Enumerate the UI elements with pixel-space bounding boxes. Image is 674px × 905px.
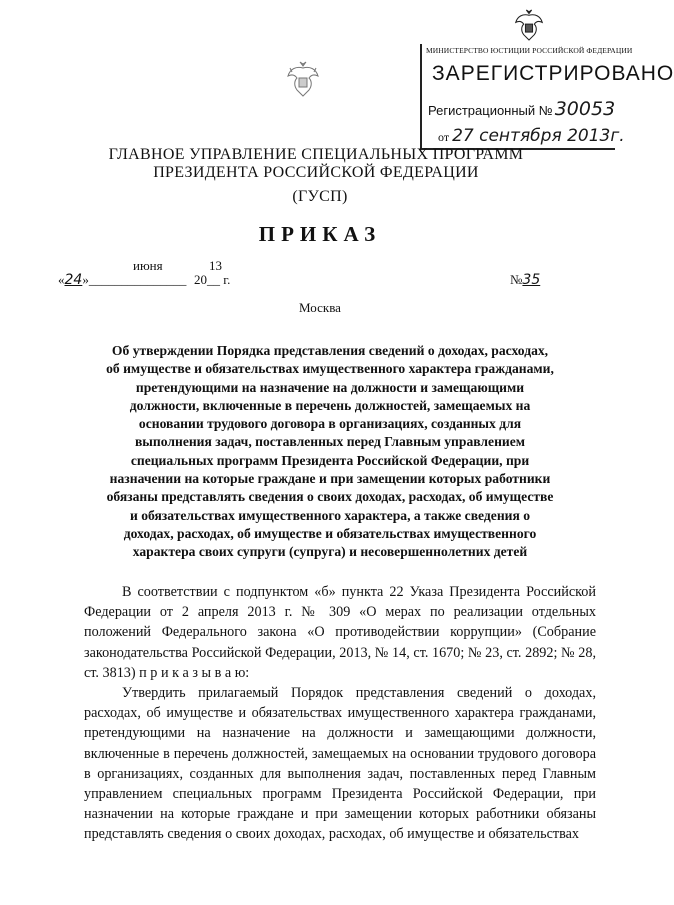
subject-line: должности, включенные в перечень должностей, замещаемых на: [129, 397, 531, 413]
subject-line: обязаны представлять сведения о своих доходах, расходах, об имуществе: [106, 489, 554, 505]
org-name-line2: ПРЕЗИДЕНТА РОССИЙСКОЙ ФЕДЕРАЦИИ: [153, 164, 479, 181]
coat-of-arms-icon: [286, 60, 320, 98]
subject-line: основании трудового договора в организациях, созданных для: [138, 416, 522, 432]
body-paragraph-2: Утвердить прилагаемый Порядок представления сведений о доходах, расходах, об имуществе и обязательствах имущественного характера гражданами, претендующими на назначение на должности и замещающими должности, включенные в перечень должностей, замещаемых на основании трудового договора в организациях, созданных для выполнения задач, поставленных перед Главным управлением специальных программ Президента Российской Федерации, при назначении на которые граждане и при замещении которых работники обязаны представлять сведения о своих доходах, расходах, об имуществе и обязательствах: [84, 685, 596, 843]
order-number-value: 35: [522, 272, 541, 288]
stamp-reg-number-line: [428, 98, 615, 120]
stamp-reg-date: 27 сентября 2013г.: [452, 126, 625, 146]
stamp-reg-number: 30053: [554, 98, 616, 120]
day-quote-open: «: [58, 272, 65, 287]
subject-line: назначении на которые граждане и при замещении которых работники: [109, 471, 551, 487]
stamp-date-line: [438, 126, 625, 146]
day-handwritten: 24: [64, 272, 83, 288]
body-paragraph-1: В соответствии с подпунктом «б» пункта 22 Указа Президента Российской Федерации от 2 апреля 2013 г. № 309 «О мерах по реализации отдельных положений Федерального закона «О противодействии коррупции» (Собрание законодательства Российской Федерации, 2013, № 14, ст. 1670; № 23, ст. 2892; № 28, ст. 3813) п р и к а з ы в а ю:: [84, 584, 596, 681]
order-body: [84, 582, 596, 845]
subject-line: характера своих супруги (супруга) и несовершеннолетних детей: [132, 544, 528, 560]
order-date-year-handwritten: 13: [209, 258, 222, 273]
document-title: ПРИКАЗ: [258, 222, 382, 246]
order-number: [510, 272, 540, 288]
subject-line: претендующими на назначение на должности и замещающими: [135, 379, 525, 395]
stamp-reg-label: Регистрационный №: [428, 103, 553, 118]
stamp-registered: ЗАРЕГИСТРИРОВАНО: [432, 62, 674, 85]
order-date-day: [58, 272, 186, 288]
order-subject: [70, 342, 590, 562]
day-blank: »_______________: [82, 272, 187, 287]
order-date-year: 20__ г.: [194, 272, 231, 287]
org-abbreviation: (ГУСП): [292, 188, 348, 205]
org-name-line1: ГЛАВНОЕ УПРАВЛЕНИЕ СПЕЦИАЛЬНЫХ ПРОГРАММ: [108, 146, 524, 163]
subject-line: выполнения задач, поставленных перед Главным управлением: [134, 434, 526, 450]
subject-line: специальных программ Президента Российской Федерации, при: [130, 452, 530, 468]
order-number-label: №: [510, 272, 523, 287]
subject-line: об имуществе и обязательствах имущественного характера гражданами,: [106, 361, 554, 377]
stamp-border-left: [420, 44, 422, 148]
registration-stamp: [420, 44, 674, 148]
stamp-from-label: от: [438, 130, 450, 144]
subject-line: доходах, расходах, об имуществе и обязательствах имущественного: [123, 525, 537, 541]
subject-line: Об утверждении Порядка представления сведений о доходах, расходах,: [111, 343, 549, 358]
order-date-month: июня: [133, 258, 163, 273]
stamp-emblem-icon: [514, 8, 544, 42]
stamp-ministry: МИНИСТЕРСТВО ЮСТИЦИИ РОССИЙСКОЙ ФЕДЕРАЦИИ: [426, 46, 633, 55]
subject-line: и обязательствах имущественного характера, а также сведения о: [129, 507, 531, 523]
city: Москва: [299, 300, 341, 315]
